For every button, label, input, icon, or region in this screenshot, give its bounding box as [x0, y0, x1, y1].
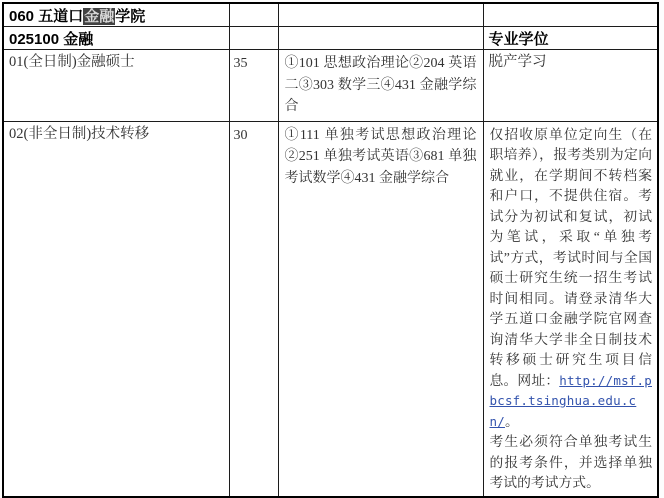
admissions-table [2, 2, 659, 498]
degree-type-cell: 专业学位 [483, 27, 658, 50]
remark-cell: 脱产学习 [483, 50, 658, 122]
remark-cell [483, 121, 658, 497]
quota-cell: 30 [229, 121, 278, 497]
direction-row-02 [3, 121, 658, 497]
direction-row-01 [3, 50, 658, 122]
exam-subjects-cell: ①101 思想政治理论②204 英语二③303 数学三④431 金融学综合 [278, 50, 483, 122]
department-title-suffix: 学院 [115, 8, 146, 25]
exam-subjects-cell: ①111 单独考试思想政治理论②251 单独考试英语③681 单独考试数学④431 金融学综合 [278, 121, 483, 497]
search-highlight: 金融 [84, 8, 115, 25]
major-row [3, 27, 658, 50]
empty-cell [278, 3, 483, 27]
pbcsf-website-link[interactable]: http://msf.pbcsf.tsinghua.edu.cn/ [489, 372, 652, 429]
empty-cell [229, 27, 278, 50]
major-code-cell: 025100 金融 [3, 27, 229, 50]
empty-cell [229, 3, 278, 27]
direction-name-cell: 02(非全日制)技术转移 [3, 121, 229, 497]
department-row [3, 3, 658, 27]
department-title-cell [3, 3, 229, 27]
remark-text-para2: 考生必须符合单独考试生的报考条件，并选择单独考试的考试方式。 [489, 434, 652, 490]
remark-text-para1: 仅招收原单位定向生（在职培养），报考类别为定向就业，在学期间不转档案和户口，不提供住宿。考试分为初试和复试，初试为笔试，采取“单独考试”方式，考试时间与全国硕士研究生统一招生考试时间相同。请登录清华大学五道口金融学院官网查询清华大学非全日制技术转移硕士研究生项目信息。网址： [489, 126, 652, 388]
direction-name-cell: 01(全日制)金融硕士 [3, 50, 229, 122]
remark-url-period: 。 [504, 413, 519, 429]
department-title-prefix: 060 五道口 [9, 8, 84, 25]
empty-cell [483, 3, 658, 27]
empty-cell [278, 27, 483, 50]
quota-cell: 35 [229, 50, 278, 122]
